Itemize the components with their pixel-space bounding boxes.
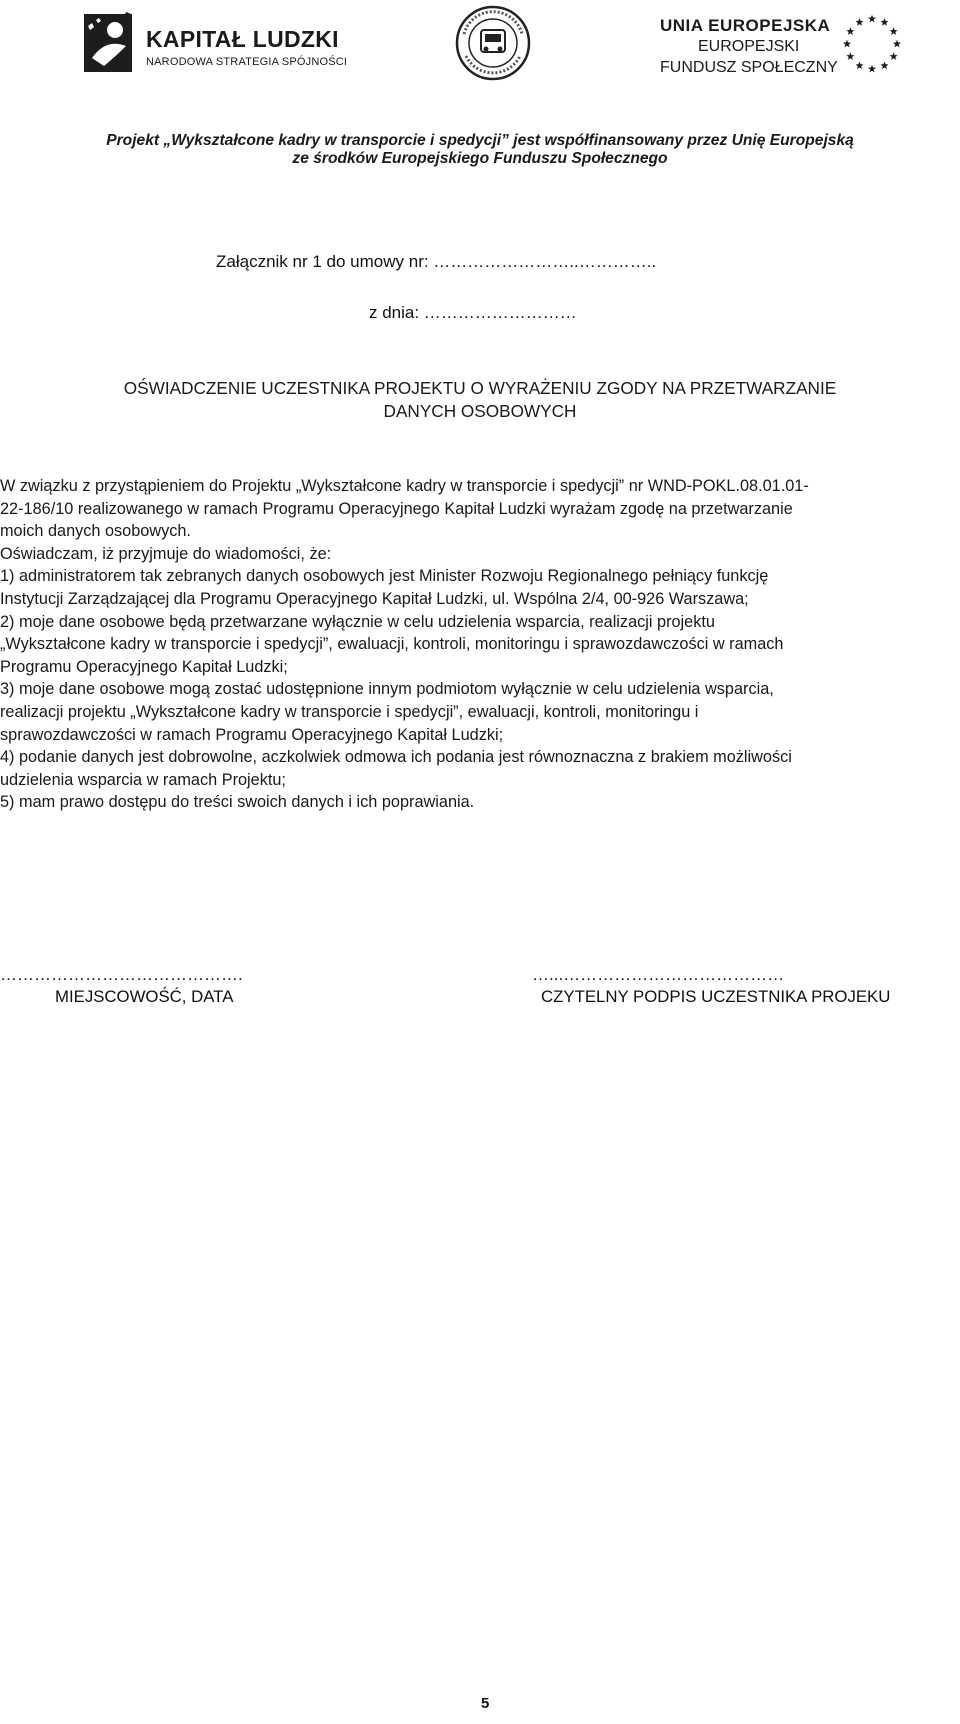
eu-stars-icon	[838, 10, 906, 78]
body-line: 3) moje dane osobowe mogą zostać udostępnione innym podmiotom wyłącznie w celu udzielenia wsparcia,	[0, 680, 774, 699]
body-line: Programu Operacyjnego Kapitał Ludzki;	[0, 657, 288, 676]
signature-label: CZYTELNY PODPIS UCZESTNIKA PROJEKU	[541, 987, 891, 1006]
eu-star	[868, 15, 876, 23]
attachment-number: Załącznik nr 1 do umowy nr: ……………………..…………..	[216, 252, 657, 271]
body-line: moich danych osobowych.	[0, 522, 191, 541]
header-line-1: Projekt „Wykształcone kadry w transporcie i spedycji” jest współfinansowany przez Unię Europejską	[106, 132, 854, 149]
body-line: W związku z przystąpieniem do Projektu „Wykształcone kadry w transporcie i spedycji” nr WND-POKL.08.01.01-	[0, 477, 809, 495]
eu-subtitle-2: FUNDUSZ SPOŁECZNY	[660, 59, 838, 76]
eu-star	[846, 52, 854, 60]
eu-star	[843, 40, 851, 48]
eu-subtitle-1: EUROPEJSKI	[698, 38, 800, 55]
body-line: 2) moje dane osobowe będą przetwarzane wyłącznie w celu udzielenia wsparcia, realizacji projektu	[0, 612, 715, 631]
document-title-line-1: OŚWIADCZENIE UCZESTNIKA PROJEKTU O WYRAŻENIU ZGODY NA PRZETWARZANIE	[123, 378, 837, 398]
kapital-ludzki-logo	[82, 8, 348, 74]
body-line: 1) administratorem tak zebranych danych osobowych jest Minister Rozwoju Regionalnego pełniący funkcję	[0, 567, 769, 586]
document-title-line-2: DANYCH OSOBOWYCH	[383, 401, 577, 421]
eu-title: UNIA EUROPEJSKA	[660, 16, 831, 35]
eu-star	[846, 27, 854, 35]
signature-field: …...…………………………………	[532, 965, 785, 984]
eu-logo	[660, 12, 950, 74]
place-date-field: …………………………………….	[0, 965, 243, 984]
kapital-ludzki-subtitle: NARODOWA STRATEGIA SPÓJNOŚCI	[146, 56, 348, 68]
declaration-body	[0, 475, 960, 814]
eu-star	[893, 40, 901, 48]
eu-star	[868, 65, 876, 73]
eu-star	[881, 18, 889, 26]
body-line: 5) mam prawo dostępu do treści swoich danych i ich poprawiania.	[0, 793, 475, 812]
place-date-label: MIEJSCOWOŚĆ, DATA	[55, 987, 234, 1006]
eu-star	[890, 52, 898, 60]
body-line: Instytucji Zarządzającej dla Programu Operacyjnego Kapitał Ludzki, ul. Wspólna 2/4, 00-926 Warszawa;	[0, 589, 749, 608]
eu-star	[856, 61, 864, 69]
association-seal-logo	[454, 4, 532, 82]
header-line-2: ze środków Europejskiego Funduszu Społecznego	[292, 150, 668, 167]
kapital-ludzki-title: KAPITAŁ LUDZKI	[146, 26, 339, 52]
body-line: „Wykształcone kadry w transporcie i spedycji”, ewaluacji, kontroli, monitoringu i sprawozdawczości w ramach	[0, 635, 784, 654]
body-line: realizacji projektu „Wykształcone kadry w transporcie i spedycji”, ewaluacji, kontroli, monitoringu i	[0, 702, 699, 721]
body-line: udzielenia wsparcia w ramach Projektu;	[0, 770, 286, 789]
body-line: Oświadczam, iż przyjmuje do wiadomości, że:	[0, 544, 332, 563]
eu-star	[890, 27, 898, 35]
attachment-date: z dnia: ………………………	[369, 303, 577, 322]
body-line: 4) podanie danych jest dobrowolne, aczkolwiek odmowa ich podania jest równoznaczna z brakiem możliwości	[0, 748, 792, 767]
body-line: sprawozdawczości w ramach Programu Operacyjnego Kapitał Ludzki;	[0, 725, 504, 744]
eu-star	[881, 61, 889, 69]
eu-star	[856, 18, 864, 26]
page-number: 5	[481, 1695, 490, 1712]
kapital-ludzki-emblem-icon	[82, 8, 140, 74]
body-line: 22-186/10 realizowanego w ramach Programu Operacyjnego Kapitał Ludzki wyrażam zgodę na przetwarzanie	[0, 499, 793, 518]
